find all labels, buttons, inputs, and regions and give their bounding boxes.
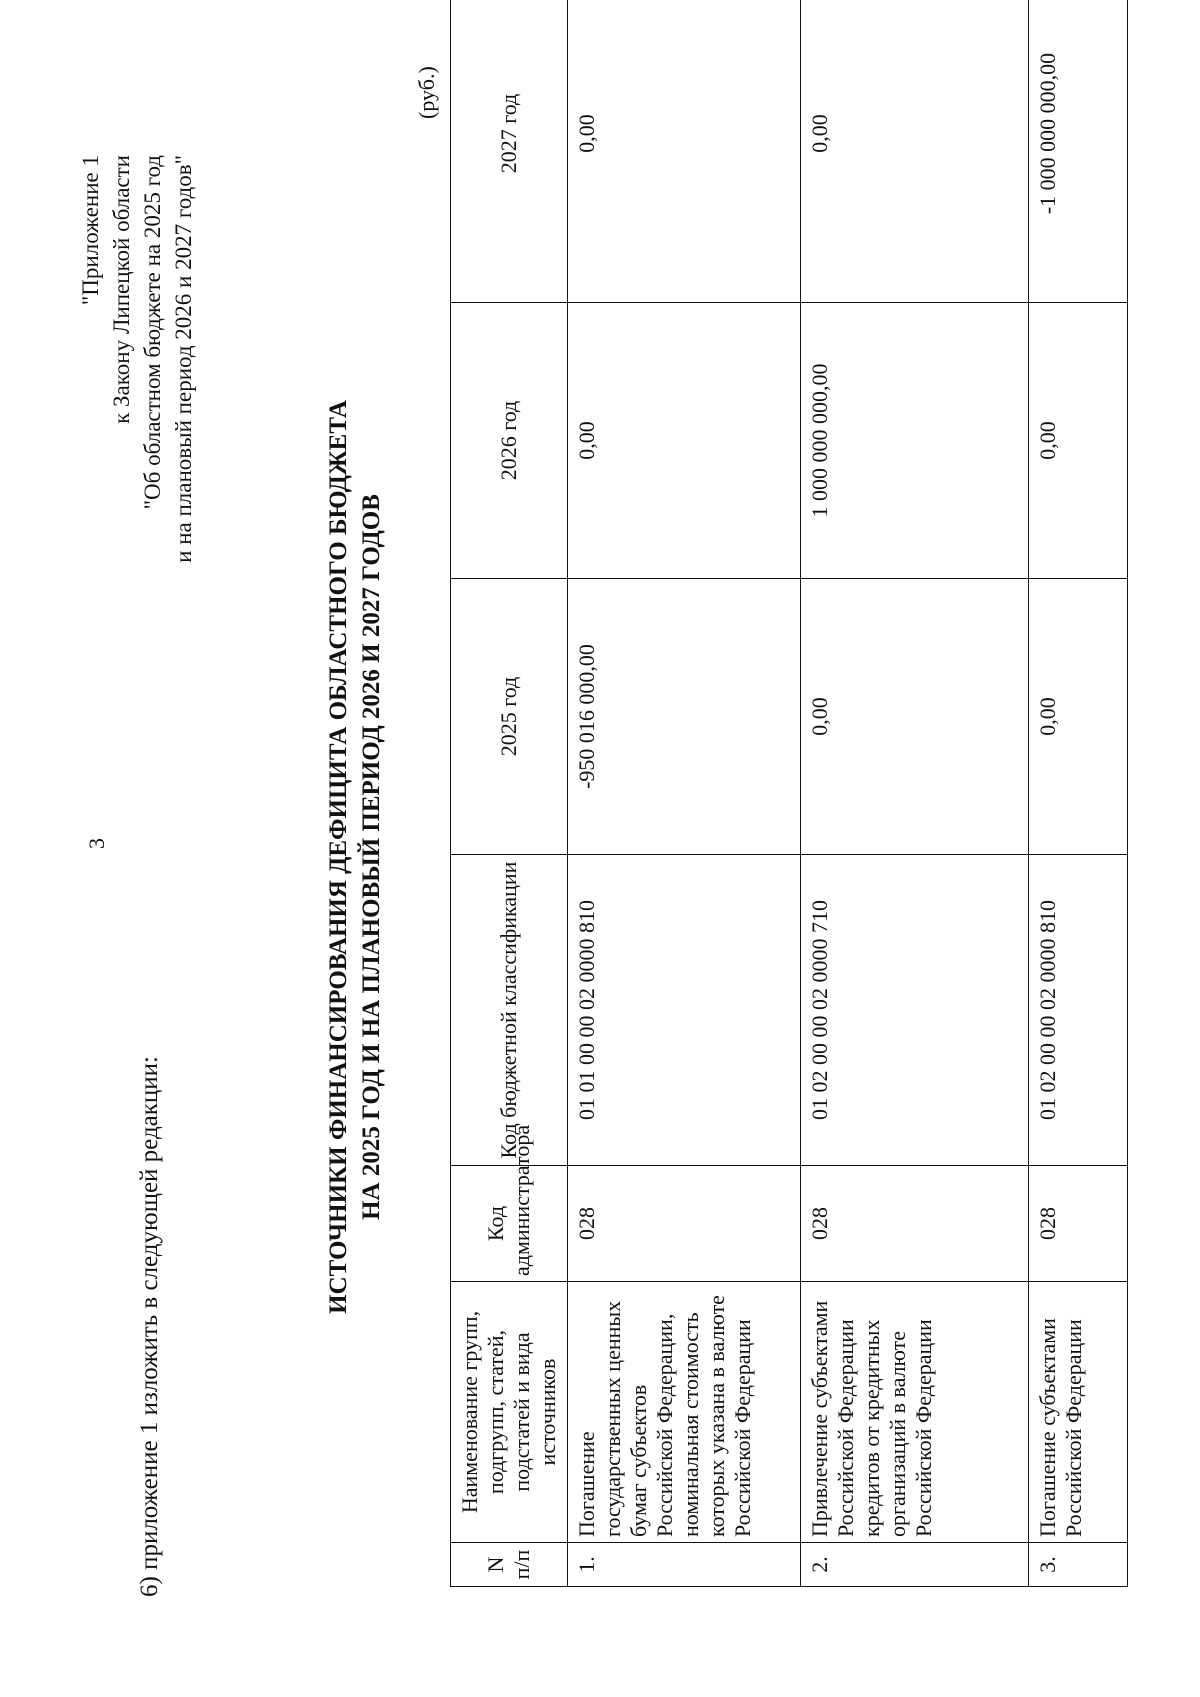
table-row: [1029, 0, 1128, 1587]
cell-2027: 0,00: [568, 0, 801, 303]
cell-2027: -1 000 000 000,00: [1029, 0, 1128, 303]
col-header-number: N п/п: [451, 1543, 568, 1587]
cell-budget-code: 01 01 00 00 02 0000 810: [568, 855, 801, 1166]
col-header-2025: 2025 год: [451, 579, 568, 855]
cell-name: Погашение субъектами Российской Федерации: [1029, 1282, 1128, 1543]
cell-admin-code: 028: [801, 1166, 1029, 1282]
col-header-budget-code: Код бюджетной классификации: [451, 855, 568, 1166]
cell-admin-code: 028: [1029, 1166, 1128, 1282]
title-line: НА 2025 ГОД И НА ПЛАНОВЫЙ ПЕРИОД 2026 И 2027 ГОДОВ: [358, 494, 385, 1220]
col-header-2027: 2027 год: [451, 0, 568, 303]
cell-number: 2.: [801, 1543, 1029, 1587]
col-header-admin-code: Код администратора: [451, 1166, 568, 1282]
cell-2027: 0,00: [801, 0, 1029, 303]
appendix-header: [75, 155, 199, 875]
table-header-row: [451, 0, 568, 1587]
cell-2025: -950 016 000,00: [568, 579, 801, 855]
intro-text: 6) приложение 1 изложить в следующей редакции:: [136, 1056, 163, 1597]
cell-name: Привлечение субъектами Российской Федерации кредитов от кредитных организаций в валюте Российской Федерации: [801, 1282, 1029, 1543]
cell-budget-code: 01 02 00 00 02 0000 810: [1029, 855, 1128, 1166]
budget-table: [450, 0, 1128, 1587]
cell-2026: 0,00: [568, 303, 801, 579]
table-row: [568, 0, 801, 1587]
appendix-header-line: "Об областном бюджете на 2025 год: [140, 155, 165, 510]
appendix-header-line: и на плановый период 2026 и 2027 годов": [171, 155, 196, 563]
table-row: [801, 0, 1029, 1587]
cell-2026: 1 000 000 000,00: [801, 303, 1029, 579]
cell-2026: 0,00: [1029, 303, 1128, 579]
cell-2025: 0,00: [1029, 579, 1128, 855]
cell-number: 1.: [568, 1543, 801, 1587]
document-title: [322, 167, 388, 1547]
appendix-header-line: "Приложение 1: [78, 155, 103, 306]
page-number: 3: [84, 838, 109, 849]
col-header-2026: 2026 год: [451, 303, 568, 579]
appendix-header-line: к Закону Липецкой области: [109, 155, 134, 424]
col-header-name: Наименование групп, подгрупп, статей, подстатей и вида источников: [451, 1282, 568, 1543]
cell-2025: 0,00: [801, 579, 1029, 855]
unit-label: (руб.): [414, 66, 439, 119]
cell-budget-code: 01 02 00 00 02 0000 710: [801, 855, 1029, 1166]
title-line: ИСТОЧНИКИ ФИНАНСИРОВАНИЯ ДЕФИЦИТА ОБЛАСТНОГО БЮДЖЕТА: [325, 400, 352, 1314]
cell-name: Погашение государственных ценных бумаг субъектов Российской Федерации, номинальная стоимость которых указана в валюте Российской Федерации: [568, 1282, 801, 1543]
cell-admin-code: 028: [568, 1166, 801, 1282]
cell-number: 3.: [1029, 1543, 1128, 1587]
